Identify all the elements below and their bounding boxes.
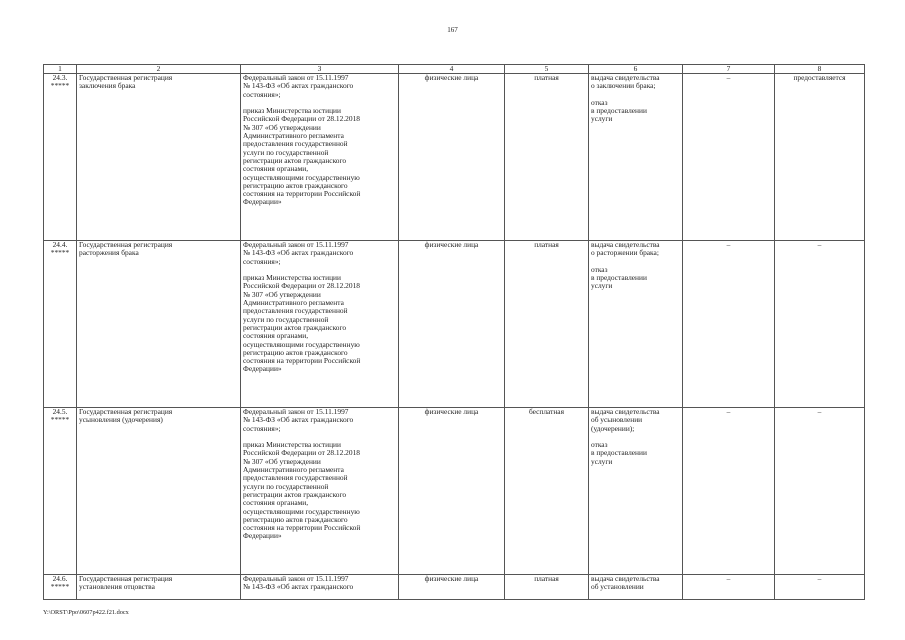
column-8-value: – — [775, 408, 865, 575]
column-8-value: – — [775, 241, 865, 408]
services-table — [43, 64, 865, 600]
column-header: 1 — [44, 65, 77, 74]
table-row — [44, 408, 865, 575]
column-7-value: – — [683, 575, 775, 600]
recipient: физические лица — [399, 575, 505, 600]
service-result: выдача свидетельства о заключении брака; отказ в предоставлении услуги — [589, 74, 683, 241]
legal-basis: Федеральный закон от 15.11.1997 № 143-ФЗ «Об актах гражданского состояния»; приказ Министерства юстиции Российской Федерации от 28.12.2018 № 307 «Об утверждении Административного регламента предоставления государственной услуги по государственной регистрации актов гражданского состояния органами, осуществляющими государственную регистрацию актов гражданского состояния на территории Российской Федерации» — [241, 74, 399, 241]
service-result: выдача свидетельства об установлении — [589, 575, 683, 600]
legal-basis: Федеральный закон от 15.11.1997 № 143-ФЗ «Об актах гражданского состояния»; приказ Министерства юстиции Российской Федерации от 28.12.2018 № 307 «Об утверждении Административного регламента предоставления государственной услуги по государственной регистрации актов гражданского состояния органами, осуществляющими государственную регистрацию актов гражданского состояния на территории Российской Федерации» — [241, 408, 399, 575]
recipient: физические лица — [399, 408, 505, 575]
service-name: Государственная регистрация установления отцовства — [77, 575, 241, 600]
column-header: 7 — [683, 65, 775, 74]
fee-type: платная — [505, 74, 589, 241]
recipient: физические лица — [399, 74, 505, 241]
column-7-value: – — [683, 241, 775, 408]
row-number: 24.3. ***** — [44, 74, 77, 241]
column-header: 2 — [77, 65, 241, 74]
service-name: Государственная регистрация заключения брака — [77, 74, 241, 241]
column-header: 8 — [775, 65, 865, 74]
legal-basis: Федеральный закон от 15.11.1997 № 143-ФЗ «Об актах гражданского состояния»; приказ Министерства юстиции Российской Федерации от 28.12.2018 № 307 «Об утверждении Административного регламента предоставления государственной услуги по государственной регистрации актов гражданского состояния органами, осуществляющими государственную регистрацию актов гражданского состояния на территории Российской Федерации» — [241, 241, 399, 408]
row-number: 24.6. ***** — [44, 575, 77, 600]
table-row — [44, 241, 865, 408]
fee-type: платная — [505, 575, 589, 600]
service-name: Государственная регистрация усыновления (удочерения) — [77, 408, 241, 575]
column-8-value: предоставляется — [775, 74, 865, 241]
service-result: выдача свидетельства о расторжении брака; отказ в предоставлении услуги — [589, 241, 683, 408]
file-path-footer: Y:\ORST\Ppo\0607p422.f21.docx — [43, 609, 129, 616]
page-number: 167 — [447, 26, 458, 34]
column-header: 5 — [505, 65, 589, 74]
service-name: Государственная регистрация расторжения брака — [77, 241, 241, 408]
service-result: выдача свидетельства об усыновлении (удочерении); отказ в предоставлении услуги — [589, 408, 683, 575]
row-number: 24.5. ***** — [44, 408, 77, 575]
column-7-value: – — [683, 74, 775, 241]
fee-type: платная — [505, 241, 589, 408]
column-8-value: – — [775, 575, 865, 600]
column-header: 4 — [399, 65, 505, 74]
recipient: физические лица — [399, 241, 505, 408]
column-header: 6 — [589, 65, 683, 74]
table-row — [44, 74, 865, 241]
legal-basis: Федеральный закон от 15.11.1997 № 143-ФЗ «Об актах гражданского — [241, 575, 399, 600]
table-row — [44, 575, 865, 600]
column-header: 3 — [241, 65, 399, 74]
column-7-value: – — [683, 408, 775, 575]
row-number: 24.4. ***** — [44, 241, 77, 408]
fee-type: бесплатная — [505, 408, 589, 575]
